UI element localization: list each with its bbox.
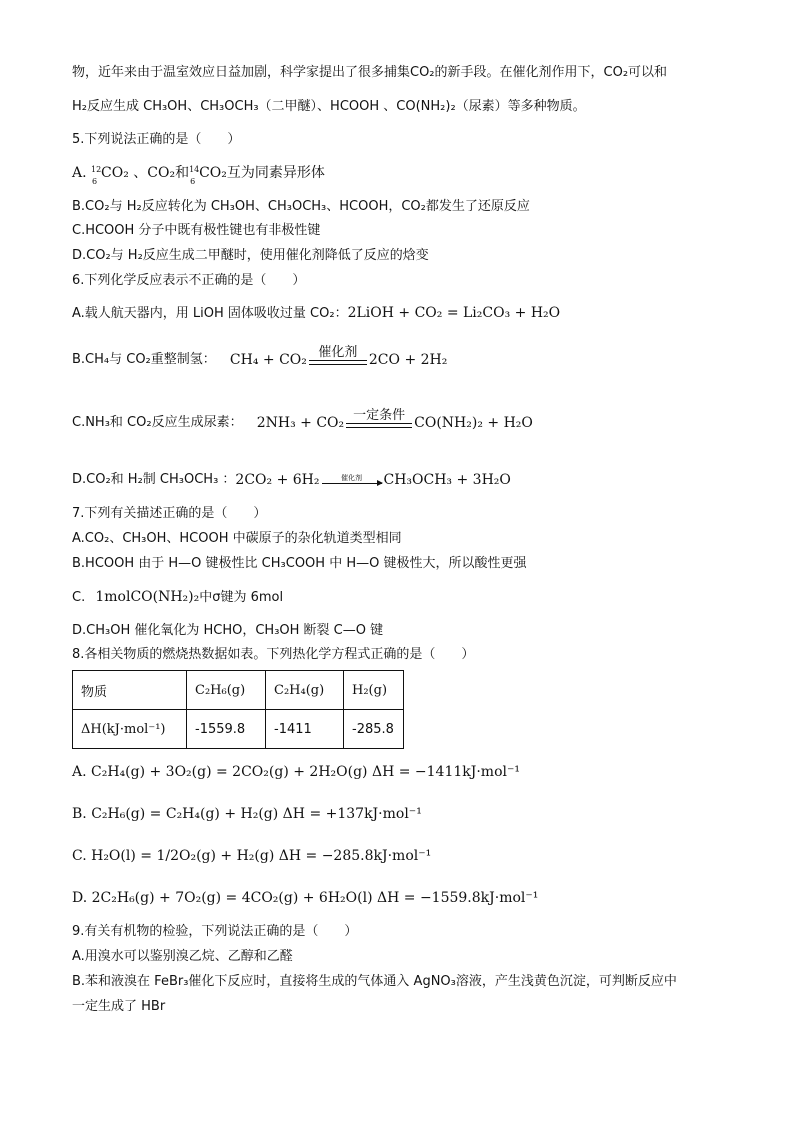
table-cell: -1411 (266, 710, 344, 749)
q8-option-c: C. H₂O(l) = 1/2O₂(g) + H₂(g) ΔH = −285.8kJ·mol⁻¹ (72, 848, 432, 864)
q6-a-text: A.载人航天器内，用 LiOH 固体吸收过量 CO₂： (72, 306, 348, 321)
table-row-label: ΔH(kJ·mol⁻¹) (73, 710, 187, 749)
q6-c-right: CO(NH₂)₂ + H₂O (414, 415, 533, 431)
q7-option-c (72, 588, 283, 607)
table-row (73, 710, 404, 749)
table-cell: -285.8 (344, 710, 404, 749)
table-header-cell: 物质 (73, 671, 187, 710)
q6-b-condition: 催化剂 (318, 345, 358, 360)
table-header-cell: C₂H₄(g) (266, 671, 344, 710)
q9-stem: 9.有关有机物的检验，下列说法正确的是（ ） (72, 924, 358, 939)
table-row (73, 671, 404, 710)
q9-option-a: A.用溴水可以鉴别溴乙烷、乙醇和乙醛 (72, 949, 293, 964)
q6-option-a (72, 304, 560, 323)
isotope-14c: 14 6 (189, 165, 200, 186)
q7-option-a: A.CO₂、CH₃OH、HCOOH 中碳原子的杂化轨道类型相同 (72, 531, 402, 546)
q5-a-mid: CO₂ 、CO₂和 (101, 165, 190, 181)
q6-stem: 6.下列化学反应表示不正确的是（ ） (72, 273, 306, 288)
q6-c-text: C.NH₃和 CO₂反应生成尿素： (72, 415, 243, 430)
q5-option-d: D.CO₂与 H₂反应生成二甲醚时，使用催化剂降低了反应的焓变 (72, 248, 429, 263)
q5-option-c: C.HCOOH 分子中既有极性键也有非极性键 (72, 223, 321, 238)
q6-d-right: CH₃OCH₃ + 3H₂O (383, 472, 511, 488)
q5-a-end: CO₂互为同素异形体 (199, 165, 325, 181)
table-header-cell: H₂(g) (344, 671, 404, 710)
q5-option-b: B.CO₂与 H₂反应转化为 CH₃OH、CH₃OCH₃、HCOOH，CO₂都发生了还原反应 (72, 199, 530, 214)
q6-b-left: CH₄ + CO₂ (229, 352, 307, 368)
intro-line-1: 物，近年来由于温室效应日益加剧，科学家提出了很多捕集CO₂的新手段。在催化剂作用下，CO₂可以和 (72, 65, 668, 80)
q6-b-right: 2CO + 2H₂ (368, 352, 448, 368)
intro-line-2: H₂反应生成 CH₃OH、CH₃OCH₃（二甲醚）、HCOOH 、CO(NH₂)₂（尿素）等多种物质。 (72, 99, 586, 114)
q7-c-prefix: C. (72, 590, 86, 605)
table-header-cell: C₂H₆(g) (187, 671, 266, 710)
q8-option-a: A. C₂H₄(g) + 3O₂(g) = 2CO₂(g) + 2H₂O(g) ΔH = −1411kJ·mol⁻¹ (72, 764, 520, 780)
isotope-12c: 12 6 (91, 165, 102, 186)
q7-c-formula: 1molCO(NH₂)₂ (95, 589, 200, 605)
combustion-heat-table (72, 670, 404, 749)
q6-c-left: 2NH₃ + CO₂ (256, 415, 345, 431)
q8-option-d: D. 2C₂H₆(g) + 7O₂(g) = 4CO₂(g) + 6H₂O(l) ΔH = −1559.8kJ·mol⁻¹ (72, 890, 539, 906)
q8-option-b: B. C₂H₆(g) = C₂H₄(g) + H₂(g) ΔH = +137kJ·mol⁻¹ (72, 806, 422, 822)
q6-b-text: B.CH₄与 CO₂重整制氢： (72, 352, 216, 367)
q7-option-b: B.HCOOH 由于 H—O 键极性比 CH₃COOH 中 H—O 键极性大，所以酸性更强 (72, 556, 527, 571)
q5-option-a (72, 164, 325, 186)
q7-option-d: D.CH₃OH 催化氧化为 HCHO，CH₃OH 断裂 C—O 键 (72, 623, 384, 638)
q8-stem: 8.各相关物质的燃烧热数据如表。下列热化学方程式正确的是（ ） (72, 647, 475, 662)
table-cell: -1559.8 (187, 710, 266, 749)
q6-d-condition: 催化剂 (341, 474, 362, 482)
q6-a-equation: 2LiOH + CO₂ = Li₂CO₃ + H₂O (347, 305, 561, 321)
q6-b-reaction-arrow (309, 346, 367, 369)
q6-c-condition: 一定条件 (353, 408, 406, 423)
q6-c-reaction-arrow (346, 409, 412, 432)
q9-option-b-line-2: 一定生成了 HBr (72, 999, 166, 1014)
q7-c-end: 中σ键为 6mol (199, 590, 284, 605)
q6-d-text: D.CO₂和 H₂制 CH₃OCH₃ ： (72, 472, 236, 487)
q6-option-b (72, 346, 447, 369)
q6-option-c (72, 409, 533, 432)
q7-stem: 7.下列有关描述正确的是（ ） (72, 506, 267, 521)
q6-d-left: 2CO₂ + 6H₂ (235, 472, 320, 488)
q6-d-reaction-arrow (322, 474, 382, 489)
q5-a-prefix: A. (72, 165, 87, 181)
q5-stem: 5.下列说法正确的是（ ） (72, 132, 241, 147)
q6-option-d (72, 471, 511, 489)
q9-option-b-line-1: B.苯和液溴在 FeBr₃催化下反应时，直接将生成的气体通入 AgNO₃溶液，产生浅黄色沉淀，可判断反应中 (72, 974, 677, 989)
